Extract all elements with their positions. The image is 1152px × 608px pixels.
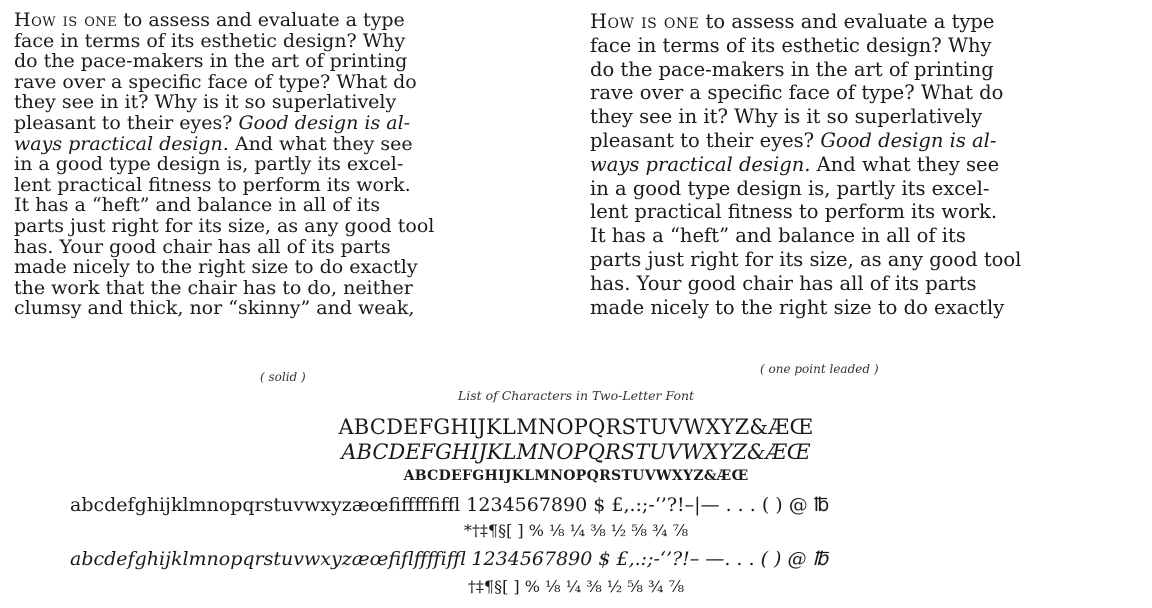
text-segment: pleasant to their eyes? — [590, 128, 821, 152]
text-line — [590, 10, 1138, 34]
text-segment: in a good type design is, partly its excel- — [590, 176, 990, 200]
text-segment: they see in it? Why is it so superlatively — [590, 105, 983, 129]
text-segment: do the pace-makers in the art of printing — [590, 57, 994, 81]
text-line — [14, 51, 566, 72]
text-segment: And what they see — [810, 152, 1000, 176]
text-line — [590, 58, 1138, 82]
text-segment: made nicely to the right size to do exactly — [14, 256, 418, 279]
text-segment: rave over a specific face of type? What do — [14, 70, 417, 93]
text-segment: to assess and evaluate a type — [117, 9, 405, 31]
text-line — [14, 175, 566, 196]
text-line — [14, 216, 566, 237]
symbols-fractions-italic: †‡¶§[ ] % ⅛ ¼ ⅜ ½ ⅝ ¾ ⅞ — [467, 577, 685, 596]
text-segment: parts just right for its size, as any good tool — [590, 247, 1022, 271]
text-segment: clumsy and thick, nor “skinny” and weak, — [14, 297, 415, 320]
text-segment: has. Your good chair has all of its parts — [14, 235, 391, 258]
small-caps-lead: How is one — [590, 10, 700, 33]
text-line — [14, 92, 566, 113]
text-line — [590, 129, 1138, 153]
text-segment: face in terms of its esthetic design? Why — [14, 29, 406, 52]
text-segment: It has a “heft” and balance in all of its — [590, 224, 966, 248]
text-line — [590, 200, 1138, 224]
text-line — [14, 10, 566, 31]
text-line — [14, 195, 566, 216]
italic-text: Good design is al- — [820, 128, 997, 152]
text-segment: parts just right for its size, as any good tool — [14, 214, 435, 237]
lowercase-roman: abcdefghijklmnopqrstuvwxyzæœfifffffiffl 1234567890 $ £,.:;-‘’?!–|— . . . ( ) @ ℔ — [70, 494, 830, 516]
text-line — [590, 81, 1138, 105]
text-line — [590, 105, 1138, 129]
text-segment: to assess and evaluate a type — [699, 10, 995, 33]
text-segment: pleasant to their eyes? — [14, 111, 239, 134]
text-line — [590, 296, 1138, 320]
text-line — [14, 257, 566, 278]
text-line — [590, 177, 1138, 201]
text-segment: they see in it? Why is it so superlatively — [14, 91, 397, 114]
text-column-solid — [14, 10, 566, 319]
text-line — [14, 31, 566, 52]
italic-text: ways practical design. — [590, 152, 811, 176]
small-caps-lead: How is one — [14, 9, 118, 31]
text-segment: lent practical fitness to perform its work. — [590, 200, 998, 224]
lowercase-italic: abcdefghijklmnopqrstuvwxyzæœfiflffffiffl 1234567890 $ £,.:;-‘’?!– —. . . ( ) @ ℔ — [70, 548, 829, 570]
text-line — [14, 298, 566, 319]
text-segment: It has a “heft” and balance in all of its — [14, 194, 381, 217]
text-segment: rave over a specific face of type? What do — [590, 81, 1004, 105]
small-capitals: ABCDEFGHIJKLMNOPQRSTUVWXYZ&ÆŒ — [403, 468, 749, 484]
caption-solid: ( solid ) — [260, 370, 306, 384]
text-segment: made nicely to the right size to do exactly — [590, 295, 1005, 319]
text-line — [14, 278, 566, 299]
text-line — [14, 237, 566, 258]
text-line — [14, 113, 566, 134]
text-line — [590, 272, 1138, 296]
text-line — [590, 224, 1138, 248]
italic-text: Good design is al- — [238, 111, 411, 134]
text-line — [14, 154, 566, 175]
symbols-fractions-roman: *†‡¶§[ ] % ⅛ ¼ ⅜ ½ ⅝ ¾ ⅞ — [463, 521, 689, 540]
text-segment: lent practical fitness to perform its work. — [14, 173, 411, 196]
text-line — [590, 248, 1138, 272]
text-column-leaded — [590, 10, 1138, 319]
caption-leaded: ( one point leaded ) — [760, 362, 879, 376]
text-segment: the work that the chair has to do, neither — [14, 276, 413, 299]
text-segment: in a good type design is, partly its excel- — [14, 153, 404, 176]
character-list-title: List of Characters in Two-Letter Font — [457, 388, 695, 403]
capitals-italic: ABCDEFGHIJKLMNOPQRSTUVWXYZ&ÆŒ — [341, 440, 811, 464]
text-line — [590, 153, 1138, 177]
text-line — [14, 134, 566, 155]
text-segment: has. Your good chair has all of its parts — [590, 271, 977, 295]
capitals-roman: ABCDEFGHIJKLMNOPQRSTUVWXYZ&ÆŒ — [338, 415, 814, 439]
text-segment: face in terms of its esthetic design? Why — [590, 33, 992, 57]
italic-text: ways practical design. — [14, 132, 229, 155]
text-line — [14, 72, 566, 93]
text-line — [590, 34, 1138, 58]
text-segment: And what they see — [228, 132, 413, 155]
text-segment: do the pace-makers in the art of printing — [14, 50, 408, 73]
